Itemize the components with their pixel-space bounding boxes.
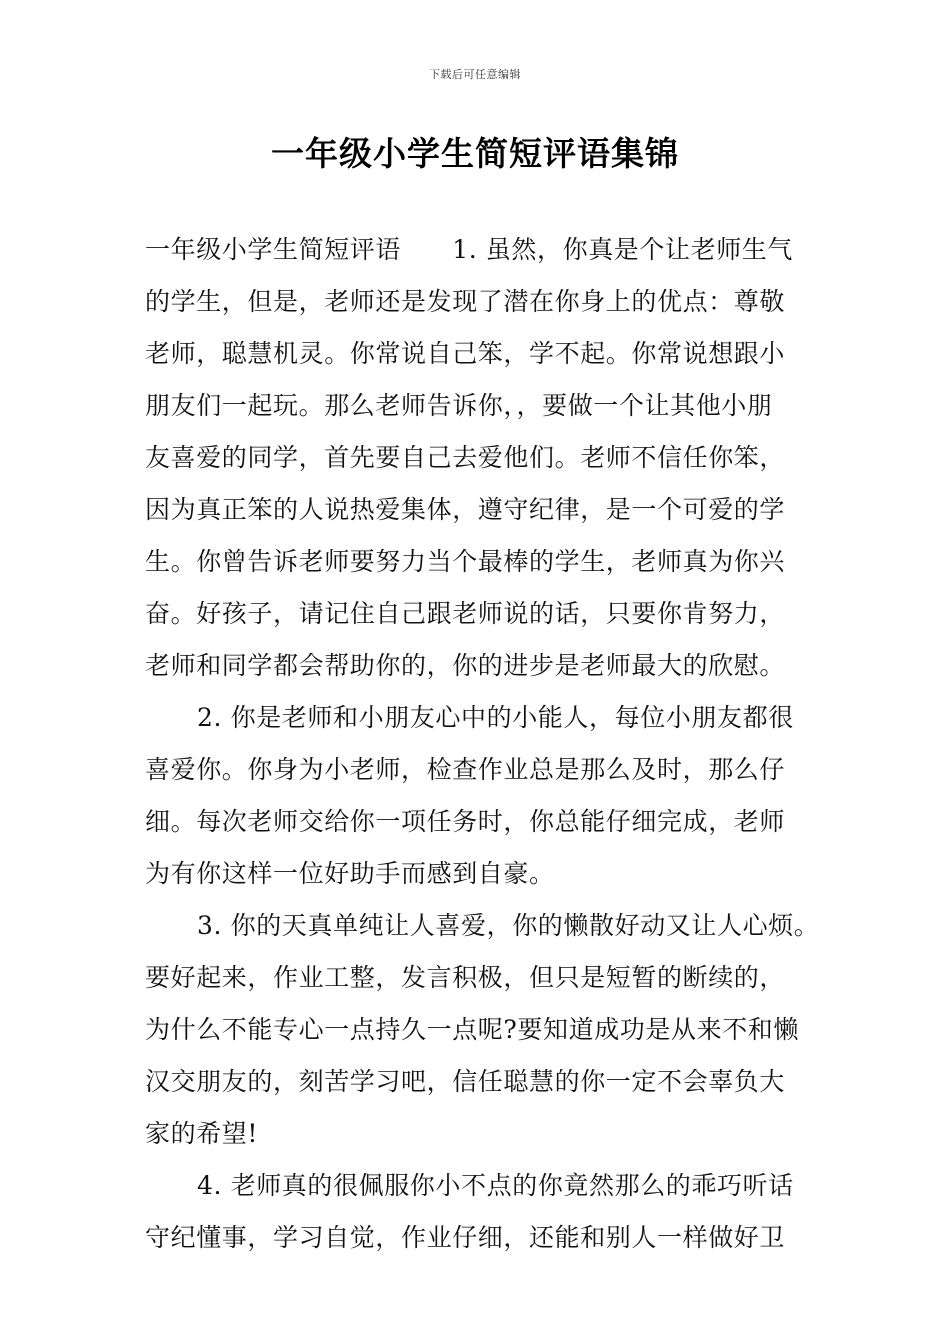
text-line: 汉交朋友的，刻苦学习吧，信任聪慧的你一定不会辜负大 bbox=[145, 1067, 786, 1096]
document-title: 一年级小学生简短评语集锦 bbox=[271, 134, 679, 173]
text-line: 一年级小学生简短评语 1. 虽然，你真是个让老师生气 bbox=[145, 235, 794, 264]
text-line: 老师和同学都会帮助你的，你的进步是老师最大的欣慰。 bbox=[145, 651, 786, 680]
text-line: 守纪懂事，学习自觉，作业仔细，还能和别人一样做好卫 bbox=[145, 1223, 786, 1252]
text-line: 友喜爱的同学，首先要自己去爱他们。老师不信任你笨， bbox=[145, 443, 786, 472]
paragraph-start-line: 4. 老师真的很佩服你小不点的你竟然那么的乖巧听话 bbox=[197, 1171, 794, 1200]
text-line: 喜爱你。你身为小老师，检查作业总是那么及时，那么仔 bbox=[145, 755, 786, 784]
text-line: 为有你这样一位好助手而感到自豪。 bbox=[145, 859, 555, 888]
paragraph-start-line: 2. 你是老师和小朋友心中的小能人，每位小朋友都很 bbox=[197, 703, 794, 732]
text-line: 老师，聪慧机灵。你常说自己笨，学不起。你常说想跟小 bbox=[145, 339, 786, 368]
document-body bbox=[145, 228, 835, 1268]
text-line: 奋。好孩子，请记住自己跟老师说的话，只要你肯努力， bbox=[145, 599, 786, 628]
text-line: 家的希望! bbox=[145, 1119, 259, 1148]
text-line: 的学生，但是，老师还是发现了潜在你身上的优点：尊敬 bbox=[145, 287, 786, 316]
text-line: 生。你曾告诉老师要努力当个最棒的学生，老师真为你兴 bbox=[145, 547, 786, 576]
text-line: 要好起来，作业工整，发言积极，但只是短暂的断续的， bbox=[145, 963, 786, 992]
text-line: 朋友们一起玩。那么老师告诉你，，要做一个让其他小朋 bbox=[145, 391, 773, 420]
text-line: 细。每次老师交给你一项任务时，你总能仔细完成，老师 bbox=[145, 807, 786, 836]
paragraph-start-line: 3. 你的天真单纯让人喜爱，你的懒散好动又让人心烦。 bbox=[197, 911, 820, 940]
text-line: 因为真正笨的人说热爱集体，遵守纪律，是一个可爱的学 bbox=[145, 495, 786, 524]
header-note: 下载后可任意编辑 bbox=[429, 68, 521, 81]
text-line: 为什么不能专心一点持久一点呢?要知道成功是从来不和懒 bbox=[145, 1015, 800, 1044]
